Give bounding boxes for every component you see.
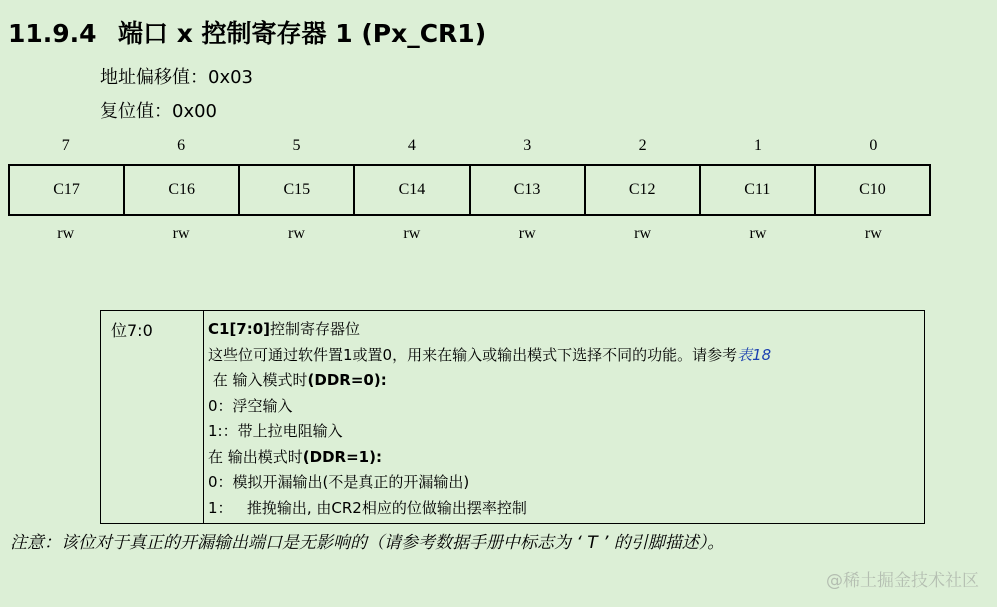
register-field: C16	[125, 166, 240, 214]
section-title: 端口 x 控制寄存器 1 (Px_CR1)	[118, 19, 487, 48]
reset-value: 复位值：0x00	[100, 101, 218, 122]
bit-description-table	[100, 310, 925, 524]
register-field: C13	[471, 166, 586, 214]
access-type: rw	[864, 225, 882, 242]
output-option-0: 0：模拟开漏输出(不是真正的开漏输出)	[208, 473, 470, 491]
register-bitfield	[8, 164, 931, 216]
section-heading	[8, 14, 486, 50]
register-field: C14	[355, 166, 470, 214]
access-type: rw	[172, 225, 190, 242]
output-mode-condition: (DDR=1):	[302, 447, 382, 466]
access-type: rw	[287, 225, 305, 242]
register-field: C10	[859, 181, 886, 198]
field-name: C1[7:0]	[208, 320, 271, 338]
access-row	[8, 225, 931, 243]
register-field: C11	[701, 166, 816, 214]
access-type: rw	[518, 225, 536, 242]
watermark: @稀土掘金技术社区	[826, 571, 979, 591]
access-type: rw	[749, 225, 767, 242]
bit-number: 4	[407, 137, 416, 154]
output-mode-label: 在 输出模式时	[208, 447, 303, 466]
description-text: 这些位可通过软件置1或置0，用来在输入或输出模式下选择不同的功能。请参考	[208, 345, 738, 364]
input-option-1: 1:：带上拉电阻输入	[208, 422, 343, 440]
input-option-0: 0：浮空输入	[208, 396, 293, 415]
bit-number: 2	[638, 137, 647, 154]
bit-description	[204, 311, 925, 524]
bit-number: 3	[523, 137, 532, 154]
register-field: C15	[240, 166, 355, 214]
access-type: rw	[57, 225, 75, 242]
table-reference-link[interactable]: 表18	[737, 345, 772, 364]
input-mode-label: 在 输入模式时	[208, 371, 308, 389]
access-type: rw	[634, 225, 651, 242]
bit-number: 7	[61, 137, 70, 154]
bit-range: 位7:0	[101, 311, 204, 524]
section-number: 11.9.4	[8, 19, 97, 48]
note-text: 注意：该位对于真正的开漏输出端口是无影响的（请参考数据手册中标志为 ‘ T ’ 的引脚描述）。	[10, 533, 725, 553]
input-mode-condition: (DDR=0):	[307, 371, 387, 389]
address-offset: 地址偏移值：0x03	[100, 67, 254, 88]
output-option-1: 1： 推挽输出, 由CR2相应的位做输出摆率控制	[208, 498, 527, 517]
bit-number-row	[8, 137, 931, 155]
bit-number: 5	[292, 137, 301, 154]
register-field: C12	[586, 166, 701, 214]
access-type: rw	[403, 225, 421, 242]
bit-number: 6	[177, 137, 186, 154]
bit-number: 1	[753, 137, 762, 154]
field-title: 控制寄存器位	[270, 320, 361, 338]
bit-number: 0	[869, 137, 878, 154]
register-field: C17	[10, 166, 125, 214]
